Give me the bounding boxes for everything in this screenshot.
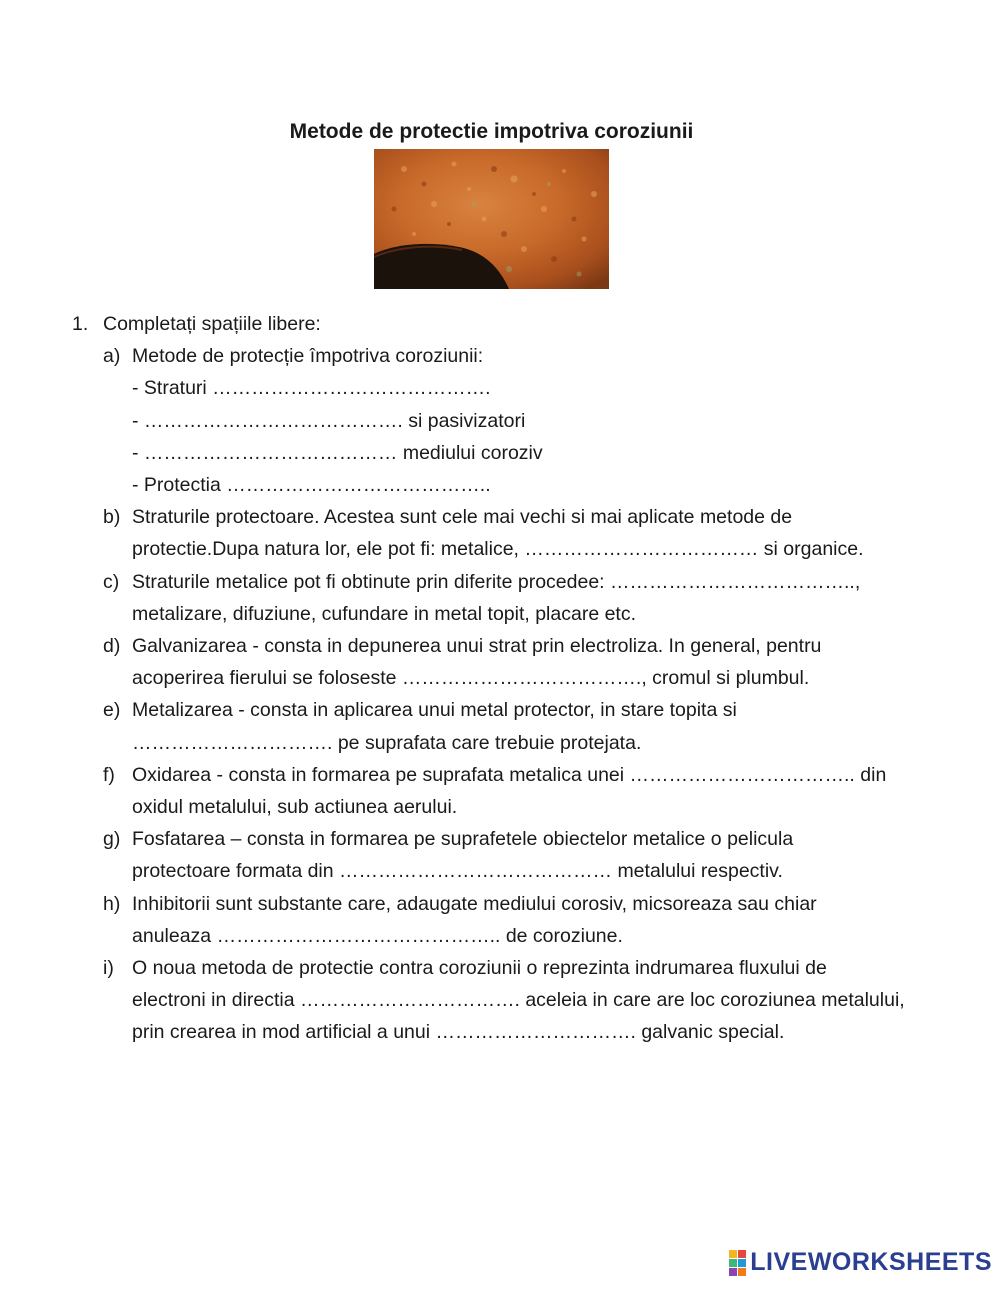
item-line: Oxidarea - consta in formarea pe suprafata metalica unei …………………………….. din bbox=[132, 763, 887, 786]
item-line: oxidul metalului, sub actiunea aerului. bbox=[132, 796, 458, 819]
item-line: Inhibitorii sunt substante care, adaugate mediului corosiv, micsoreaza sau chiar bbox=[132, 892, 817, 915]
item-line: protectie.Dupa natura lor, ele pot fi: metalice, ……………………………… si organice. bbox=[132, 538, 864, 561]
list-item-a bbox=[72, 340, 942, 501]
item-line: acoperirea fierului se foloseste ………………………………., cromul si plumbul. bbox=[132, 667, 810, 690]
item-letter: g) bbox=[103, 828, 121, 851]
item-letter: e) bbox=[103, 699, 121, 722]
logo-cell bbox=[738, 1250, 746, 1258]
question-1 bbox=[72, 308, 942, 340]
list-item-c bbox=[72, 566, 942, 630]
item-line: Straturile protectoare. Acestea sunt cele mai vechi si mai aplicate metode de bbox=[132, 506, 793, 529]
item-letter: f) bbox=[103, 763, 115, 786]
item-letter: i) bbox=[103, 957, 114, 980]
list-item-g bbox=[72, 823, 942, 887]
question-number: 1. bbox=[72, 313, 89, 335]
list-item-d bbox=[72, 630, 942, 694]
sub-line: - Straturi ……………………………………. bbox=[132, 377, 491, 400]
brand-text: LIVEWORKSHEETS bbox=[750, 1248, 992, 1276]
liveworksheets-logo-icon bbox=[729, 1250, 746, 1276]
logo-cell bbox=[729, 1250, 737, 1258]
worksheet-content bbox=[72, 308, 942, 1049]
list-item-i bbox=[72, 952, 942, 1049]
item-letter: d) bbox=[103, 635, 121, 658]
item-line: anuleaza …………………………………….. de coroziune. bbox=[132, 924, 623, 947]
item-letter: b) bbox=[103, 506, 121, 529]
sub-line: - Protectia ………………………………….. bbox=[132, 474, 491, 497]
logo-cell bbox=[729, 1268, 737, 1276]
list-item-e bbox=[72, 694, 942, 758]
logo-cell bbox=[729, 1259, 737, 1267]
logo-cell bbox=[738, 1259, 746, 1267]
list-item-b bbox=[72, 501, 942, 565]
item-line: O noua metoda de protectie contra coroziunii o reprezinta indrumarea fluxului de bbox=[132, 957, 827, 980]
liveworksheets-brand bbox=[729, 1248, 992, 1277]
item-line: Metalizarea - consta in aplicarea unui metal protector, in stare topita si bbox=[132, 699, 737, 722]
item-line: prin crearea in mod artificial a unui …………………………. galvanic special. bbox=[132, 1021, 785, 1044]
sub-line: - ………………………………… mediului coroziv bbox=[132, 441, 543, 464]
item-letter: c) bbox=[103, 570, 120, 593]
list-item-h bbox=[72, 888, 942, 952]
list-item-f bbox=[72, 759, 942, 823]
item-line: Straturile metalice pot fi obtinute prin diferite procedee: ……………………………….., bbox=[132, 570, 861, 593]
item-letter: h) bbox=[103, 892, 121, 915]
item-line: metalizare, difuziune, cufundare in metal topit, placare etc. bbox=[132, 602, 637, 625]
question-text: Completați spațiile libere: bbox=[103, 313, 321, 335]
sub-line: - …………………………………. si pasivizatori bbox=[132, 409, 526, 432]
rusted-metal-photo bbox=[374, 149, 609, 289]
item-line: …………………………. pe suprafata care trebuie protejata. bbox=[132, 731, 642, 754]
item-line: protectoare formata din …………………………………… metalului respectiv. bbox=[132, 860, 783, 883]
item-line: Fosfatarea – consta in formarea pe suprafetele obiectelor metalice o pelicula bbox=[132, 828, 794, 851]
item-line: Metode de protecție împotriva coroziunii: bbox=[132, 345, 484, 368]
page-title: Metode de protectie impotriva coroziunii bbox=[289, 120, 694, 143]
item-line: electroni in directia ……………………………. aceleia in care are loc coroziunea metalului, bbox=[132, 989, 905, 1012]
item-letter: a) bbox=[103, 345, 121, 368]
item-line: Galvanizarea - consta in depunerea unui strat prin electroliza. In general, pentru bbox=[132, 635, 822, 658]
logo-cell bbox=[738, 1268, 746, 1276]
